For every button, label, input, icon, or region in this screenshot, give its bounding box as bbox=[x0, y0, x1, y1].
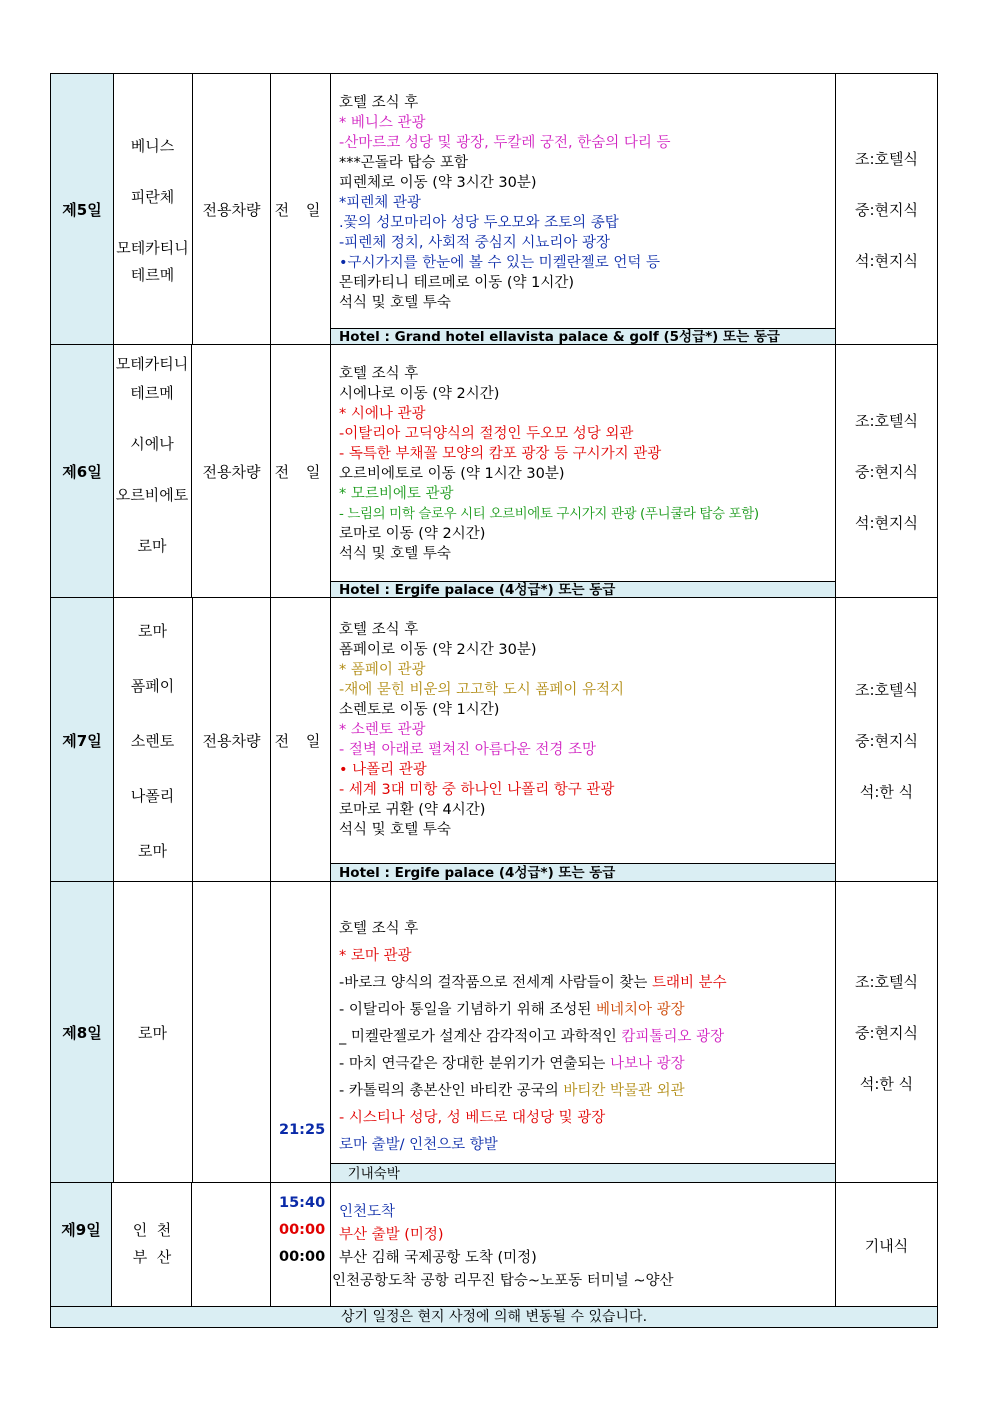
departure-time: 21:25 bbox=[279, 1122, 326, 1138]
meal-item: 기내식 bbox=[864, 1236, 909, 1255]
hotel-info: Hotel : Ergife palace (4성급*) 또는 동급 bbox=[331, 863, 835, 882]
city-name: 인 천 bbox=[132, 1221, 172, 1239]
city-name: 부 산 bbox=[132, 1248, 172, 1266]
meal-item: 석:현지식 bbox=[854, 252, 918, 270]
highlight-place: 베네치아 광장 bbox=[596, 1002, 685, 1018]
activity-line: 폼페이로 이동 (약 2시간 30분) bbox=[339, 642, 537, 658]
activity-line: .꽃의 성모마리아 성당 두오모와 조토의 종탑 bbox=[339, 215, 619, 231]
activity-line: * 폼페이 관광 bbox=[339, 662, 426, 678]
time-value: 00:00 bbox=[279, 1249, 326, 1265]
city-name: 로마 bbox=[138, 1024, 167, 1042]
city-name: 베니스 bbox=[130, 136, 175, 155]
transport-cell: 전용차량 bbox=[193, 598, 271, 882]
highlight-place: 나보나 광장 bbox=[610, 1056, 685, 1072]
activity-line: 호텔 조식 후 bbox=[339, 622, 419, 638]
activity-line: * 베니스 관광 bbox=[339, 115, 426, 131]
time-cell: 전 일 bbox=[271, 598, 331, 882]
activity-line: 호텔 조식 후 bbox=[339, 921, 419, 937]
activity-line: 석식 및 호텔 투숙 bbox=[339, 822, 451, 838]
activity-line: - 절벽 아래로 펼쳐진 아름다운 전경 조망 bbox=[339, 742, 596, 758]
activity-line bbox=[339, 1052, 831, 1073]
day-row-6 bbox=[50, 344, 938, 598]
activity-cell bbox=[331, 74, 836, 345]
activity-line: 부산 김해 국제공항 도착 (미정) bbox=[339, 1250, 537, 1266]
activity-line: *피렌체 관광 bbox=[339, 195, 421, 211]
city-name: 모테카티니 bbox=[116, 238, 189, 257]
activity-cell bbox=[331, 598, 836, 882]
meal-list bbox=[836, 598, 938, 882]
activity-line: -이탈리아 고딕양식의 절정인 두오모 성당 외관 bbox=[339, 426, 634, 442]
activity-line: 석식 및 호텔 투숙 bbox=[339, 546, 451, 562]
city-list bbox=[113, 598, 193, 882]
activity-line: * 소렌토 관광 bbox=[339, 722, 426, 738]
meal-item: 석:한 식 bbox=[859, 782, 914, 801]
activity-line: 시에나로 이동 (약 2시간) bbox=[339, 386, 500, 402]
day-row-7 bbox=[50, 597, 938, 882]
time-value: 15:40 bbox=[279, 1195, 326, 1211]
meal-item: 조:호텔식 bbox=[854, 680, 918, 699]
meal-item: 석:현지식 bbox=[854, 514, 918, 532]
meal-item: 조:호텔식 bbox=[854, 412, 918, 430]
day-label: 제5일 bbox=[50, 74, 114, 345]
activity-line bbox=[339, 1079, 831, 1100]
schedule-notice: 상기 일정은 현지 사정에 의해 변동될 수 있습니다. bbox=[50, 1306, 938, 1328]
city-list bbox=[113, 882, 193, 1183]
activity-line: -피렌체 정치, 사회적 중심지 시뇨리아 광장 bbox=[339, 235, 611, 251]
activity-line: ***곤돌라 탑승 포함 bbox=[339, 155, 469, 171]
day-label: 제7일 bbox=[50, 598, 114, 882]
activity-line: -재에 묻힌 비운의 고고학 도시 폼페이 유적지 bbox=[339, 682, 625, 698]
meal-list bbox=[836, 345, 938, 598]
activity-text: -바로크 양식의 걸작품으로 전세계 사람들이 찾는 bbox=[339, 975, 653, 991]
activity-line: 몬테카티니 테르메로 이동 (약 1시간) bbox=[339, 275, 575, 291]
meal-item: 중:현지식 bbox=[854, 201, 918, 219]
city-list bbox=[113, 1183, 192, 1307]
activity-line: - 세계 3대 미항 중 하나인 나폴리 항구 관광 bbox=[339, 782, 615, 798]
meal-list bbox=[836, 74, 938, 345]
activity-line: 인천공항도착 공항 리무진 탑승~노포동 터미널 ~양산 bbox=[332, 1273, 674, 1289]
meal-list bbox=[836, 1183, 938, 1307]
meal-item: 중:현지식 bbox=[854, 1024, 918, 1042]
city-name: 로마 bbox=[137, 537, 167, 555]
activity-line: 호텔 조식 후 bbox=[339, 95, 419, 111]
activity-line: 부산 출발 (미정) bbox=[339, 1227, 444, 1243]
activity-line: 오르비에토로 이동 (약 1시간 30분) bbox=[339, 466, 565, 482]
time-cell: 전 일 bbox=[271, 345, 331, 598]
day-label: 제6일 bbox=[50, 345, 114, 598]
highlight-place: 트래비 분수 bbox=[652, 975, 727, 991]
activity-text: - 카톨릭의 총본산인 바티칸 공국의 bbox=[339, 1083, 564, 1099]
time-value: 00:00 bbox=[279, 1222, 326, 1238]
city-name: 테르메 bbox=[130, 265, 175, 284]
city-list bbox=[113, 345, 192, 598]
activity-line: 로마로 이동 (약 2시간) bbox=[339, 526, 486, 542]
meal-item: 조:호텔식 bbox=[854, 150, 918, 168]
hotel-info: 기내숙박 bbox=[331, 1163, 835, 1183]
activity-line: -산마르코 성당 및 광장, 두칼레 궁전, 한숨의 다리 등 bbox=[339, 135, 671, 151]
activity-line bbox=[339, 971, 831, 992]
time-cell bbox=[271, 1183, 331, 1307]
day-row-9 bbox=[50, 1182, 938, 1307]
highlight-place: 바티칸 박물관 외관 bbox=[563, 1083, 685, 1099]
city-name: 소렌토 bbox=[130, 731, 175, 750]
activity-line: 로마 출발/ 인천으로 향발 bbox=[339, 1137, 498, 1153]
day-label: 제9일 bbox=[50, 1183, 112, 1307]
activity-line: •구시가지를 한눈에 볼 수 있는 미켈란젤로 언덕 등 bbox=[339, 255, 660, 271]
activity-line: 로마로 귀환 (약 4시간) bbox=[339, 802, 486, 818]
day-row-8 bbox=[50, 881, 938, 1183]
city-name: 테르메 bbox=[130, 384, 174, 402]
meal-item: 조:호텔식 bbox=[854, 973, 918, 991]
meal-item: 중:현지식 bbox=[854, 463, 918, 481]
meal-list bbox=[836, 882, 938, 1183]
activity-line: * 시에나 관광 bbox=[339, 406, 426, 422]
activity-line: • 나폴리 관광 bbox=[339, 762, 427, 778]
activity-line: 호텔 조식 후 bbox=[339, 366, 419, 382]
meal-item: 중:현지식 bbox=[854, 731, 918, 750]
city-name: 피란체 bbox=[130, 187, 175, 206]
transport-cell: 전용차량 bbox=[193, 345, 271, 598]
activity-line: 석식 및 호텔 투숙 bbox=[339, 295, 451, 311]
activity-cell bbox=[331, 1183, 836, 1307]
activity-text: - 마치 연극같은 장대한 분위기가 연출되는 bbox=[339, 1056, 611, 1072]
day-row-5 bbox=[50, 73, 938, 345]
meal-item: 석:한 식 bbox=[859, 1075, 914, 1093]
activity-line bbox=[339, 1025, 831, 1046]
itinerary-table bbox=[50, 73, 938, 1329]
city-name: 로마 bbox=[138, 621, 167, 640]
city-name: 오르비에토 bbox=[115, 486, 189, 504]
city-name: 폼페이 bbox=[130, 676, 175, 695]
transport-cell bbox=[193, 882, 271, 1183]
time-cell: 전 일 bbox=[271, 74, 331, 345]
city-list bbox=[113, 74, 193, 345]
activity-line: 인천도착 bbox=[339, 1204, 396, 1220]
activity-line: 피렌체로 이동 (약 3시간 30분) bbox=[339, 175, 537, 191]
city-name: 시에나 bbox=[130, 435, 174, 453]
transport-cell: 전용차량 bbox=[193, 74, 271, 345]
day-label: 제8일 bbox=[50, 882, 114, 1183]
city-name: 나폴리 bbox=[130, 786, 175, 805]
city-name: 모테카티니 bbox=[115, 355, 189, 373]
activity-text: - 이탈리아 통일을 기념하기 위해 조성된 bbox=[339, 1002, 596, 1018]
highlight-place: 캄피톨리오 광장 bbox=[621, 1029, 725, 1045]
activity-line: - 독특한 부채꼴 모양의 캄포 광장 등 구시가지 관광 bbox=[339, 446, 662, 462]
activity-text: _ 미켈란젤로가 설계산 감각적이고 과학적인 bbox=[339, 1029, 622, 1045]
activity-cell bbox=[331, 345, 836, 598]
activity-line: 소렌토로 이동 (약 1시간) bbox=[339, 702, 500, 718]
hotel-info: Hotel : Ergife palace (4성급*) 또는 동급 bbox=[331, 581, 835, 598]
activity-cell bbox=[331, 882, 836, 1183]
city-name: 로마 bbox=[138, 841, 167, 860]
activity-line: * 모르비에토 관광 bbox=[339, 486, 454, 502]
hotel-info: Hotel : Grand hotel ellavista palace & golf (5성급*) 또는 동급 bbox=[331, 328, 835, 345]
activity-line bbox=[339, 998, 831, 1019]
time-cell bbox=[271, 882, 331, 1183]
transport-cell bbox=[193, 1183, 271, 1307]
activity-line: - 느림의 미학 슬로우 시티 오르비에토 구시가지 관광 (푸니쿨라 탑승 포함) bbox=[339, 506, 759, 522]
activity-line: - 시스티나 성당, 성 베드로 대성당 및 광장 bbox=[339, 1110, 606, 1126]
activity-line: * 로마 관광 bbox=[339, 948, 412, 964]
